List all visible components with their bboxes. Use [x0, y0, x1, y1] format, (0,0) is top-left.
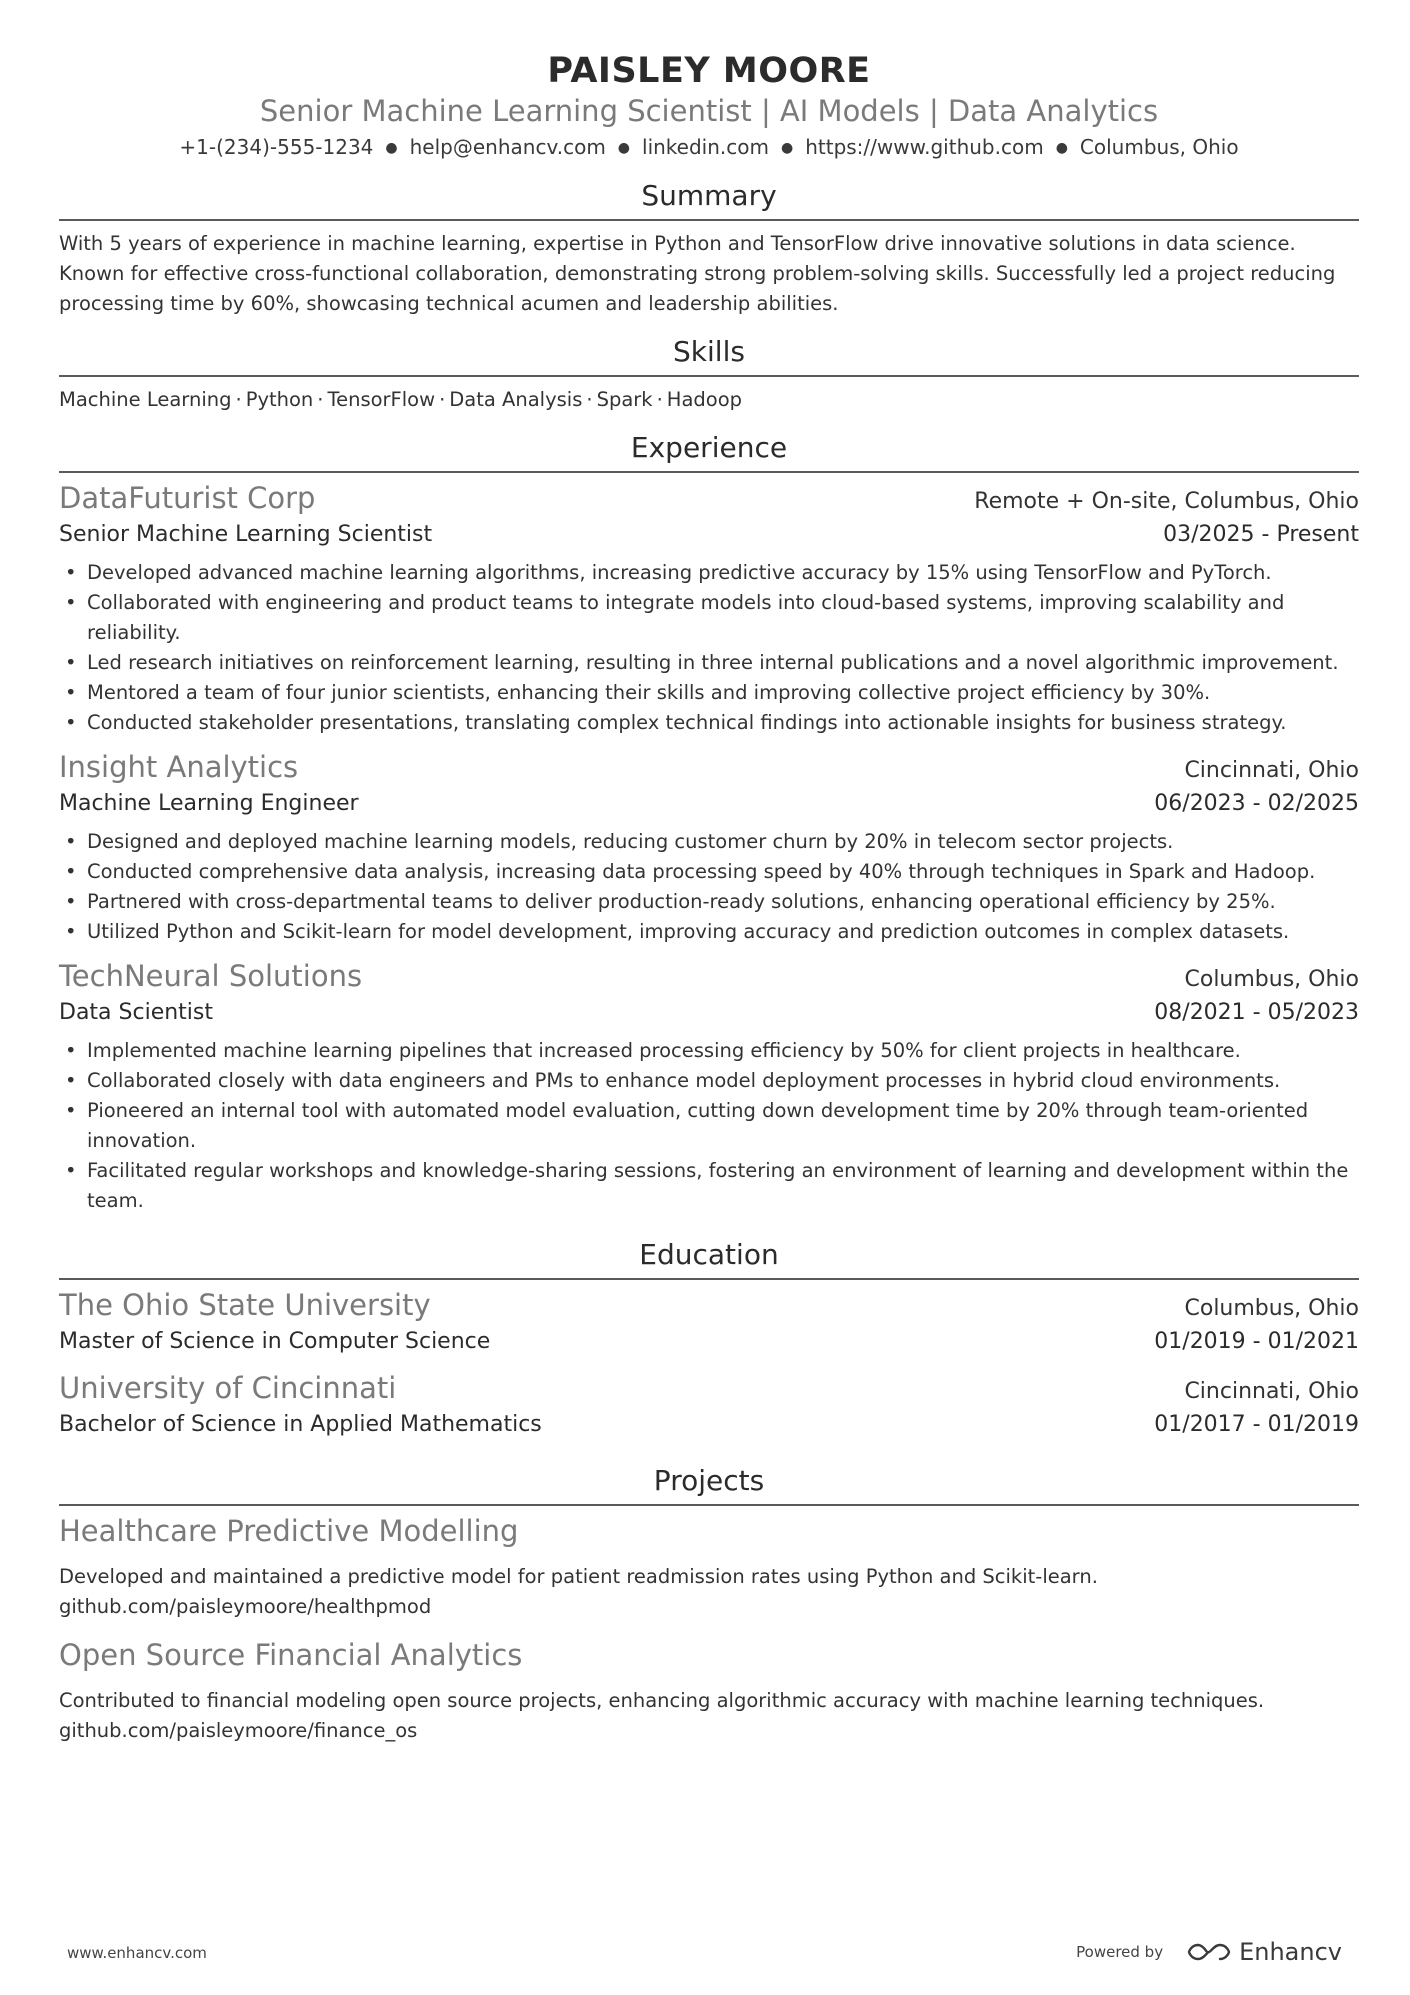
school-location: Cincinnati, Ohio — [1184, 1379, 1359, 1404]
contact-github[interactable]: https://www.github.com — [805, 135, 1044, 159]
footer-website[interactable]: www.enhancv.com — [67, 1944, 207, 1962]
bullet-item: • Utilized Python and Scikit-learn for model development, improving accuracy and prediction outcomes in complex datasets. — [65, 920, 1290, 943]
bullet-item: • Facilitated regular workshops and knowledge-sharing sessions, fostering an environment of learning and development within the team. — [65, 1159, 1349, 1212]
summary-section — [59, 177, 1359, 319]
bullet-item: • Collaborated with engineering and product teams to integrate models into cloud-based systems, improving scalability and reliability. — [65, 591, 1285, 644]
separator-dot: ● — [780, 140, 794, 156]
skill-item: Data Analysis — [449, 388, 583, 411]
section-title-skills: Skills — [673, 335, 745, 368]
job-title: Senior Machine Learning Scientist — [59, 522, 433, 547]
bullet-item: • Collaborated closely with data engineers and PMs to enhance model deployment processes in hybrid cloud environments. — [65, 1069, 1281, 1092]
skill-item: Spark — [596, 388, 653, 411]
bullet-item: • Developed advanced machine learning algorithms, increasing predictive accuracy by 15% using TensorFlow and PyTorch. — [65, 561, 1272, 584]
job-title: Machine Learning Engineer — [59, 791, 359, 816]
education-entry — [59, 1286, 1359, 1359]
skills-section — [59, 333, 1359, 415]
job-location: Remote + On-site, Columbus, Ohio — [974, 489, 1359, 514]
candidate-subtitle: Senior Machine Learning Scientist | AI Models | Data Analytics — [259, 94, 1159, 128]
section-divider — [59, 219, 1359, 221]
separator-dot: ● — [1055, 140, 1068, 156]
skill-separator: · — [235, 388, 242, 411]
section-title-education: Education — [639, 1238, 779, 1271]
project-title: Open Source Financial Analytics — [59, 1638, 523, 1672]
bullet-item: • Designed and deployed machine learning models, reducing customer churn by 20% in telecom sector projects. — [65, 830, 1174, 853]
project-link[interactable]: github.com/paisleymoore/finance_os — [59, 1719, 418, 1742]
project-link[interactable]: github.com/paisleymoore/healthpmod — [59, 1595, 432, 1618]
section-divider — [59, 471, 1359, 473]
skill-separator: · — [586, 388, 593, 411]
project-description: Developed and maintained a predictive model for patient readmission rates using Python and Scikit-learn. — [59, 1565, 1098, 1588]
enhancv-brand[interactable] — [1187, 1938, 1342, 1966]
skill-item: Python — [245, 388, 314, 411]
project-description: Contributed to financial modeling open source projects, enhancing algorithmic accuracy with machine learning techniques. — [59, 1689, 1265, 1712]
section-divider — [59, 1504, 1359, 1506]
company-name: Insight Analytics — [59, 750, 299, 784]
bullet-item: • Pioneered an internal tool with automated model evaluation, cutting down development time by 20% through team-oriented innovation. — [65, 1099, 1309, 1152]
experience-entry — [59, 479, 1359, 738]
powered-by-label: Powered by — [1076, 1943, 1164, 1961]
job-title: Data Scientist — [59, 1000, 213, 1025]
company-name: TechNeural Solutions — [59, 959, 363, 993]
skill-separator: · — [317, 388, 324, 411]
education-entry — [59, 1369, 1359, 1442]
project-entry — [59, 1512, 1359, 1622]
contact-location: Columbus, Ohio — [1079, 135, 1239, 159]
enhancv-logo-icon — [1187, 1941, 1231, 1963]
section-divider — [59, 1278, 1359, 1280]
experience-entry — [59, 748, 1359, 947]
section-title-experience: Experience — [630, 431, 788, 464]
skill-item: Machine Learning — [59, 388, 232, 411]
job-bullets — [59, 1036, 1359, 1216]
degree: Master of Science in Computer Science — [59, 1329, 491, 1354]
job-dates: 08/2021 - 05/2023 — [1154, 1000, 1359, 1025]
candidate-name: PAISLEY MOORE — [547, 51, 871, 91]
contact-phone[interactable]: +1-(234)-555-1234 — [179, 135, 374, 159]
bullet-item: • Led research initiatives on reinforcement learning, resulting in three internal publications and a novel algorithmic improvement. — [65, 651, 1339, 674]
page-footer — [0, 1936, 1410, 1976]
school-name: The Ohio State University — [59, 1288, 431, 1322]
job-dates: 06/2023 - 02/2025 — [1154, 791, 1359, 816]
job-dates: 03/2025 - Present — [1163, 522, 1359, 547]
bullet-item: • Conducted comprehensive data analysis, increasing data processing speed by 40% through techniques in Spark and Hadoop. — [65, 860, 1316, 883]
skills-list — [59, 385, 1359, 415]
resume-header — [59, 0, 1359, 163]
brand-name: Enhancv — [1239, 1938, 1342, 1966]
skill-separator: · — [656, 388, 663, 411]
project-title: Healthcare Predictive Modelling — [59, 1514, 519, 1548]
job-location: Columbus, Ohio — [1184, 967, 1359, 992]
section-title-summary: Summary — [641, 179, 777, 212]
job-bullets — [59, 827, 1359, 947]
contact-email[interactable]: help@enhancv.com — [409, 135, 606, 159]
experience-section — [59, 429, 1359, 1216]
education-section — [59, 1236, 1359, 1442]
job-location: Cincinnati, Ohio — [1184, 758, 1359, 783]
job-bullets — [59, 558, 1359, 738]
project-entry — [59, 1636, 1359, 1746]
section-title-projects: Projects — [653, 1464, 765, 1497]
degree: Bachelor of Science in Applied Mathematics — [59, 1412, 542, 1437]
section-divider — [59, 375, 1359, 377]
bullet-item: • Mentored a team of four junior scientists, enhancing their skills and improving collective project efficiency by 30%. — [65, 681, 1211, 704]
company-name: DataFuturist Corp — [59, 481, 316, 515]
school-name: University of Cincinnati — [59, 1371, 397, 1405]
separator-dot: ● — [617, 140, 631, 156]
bullet-item: • Partnered with cross-departmental teams to deliver production-ready solutions, enhancing operational efficiency by 25%. — [65, 890, 1276, 913]
contact-line — [59, 132, 1359, 163]
bullet-item: • Conducted stakeholder presentations, translating complex technical findings into actionable insights for business strategy. — [65, 711, 1287, 734]
skill-item: TensorFlow — [327, 388, 436, 411]
contact-linkedin[interactable]: linkedin.com — [642, 135, 769, 159]
projects-section — [59, 1462, 1359, 1746]
school-location: Columbus, Ohio — [1184, 1296, 1359, 1321]
skill-item: Hadoop — [666, 388, 743, 411]
summary-text: With 5 years of experience in machine learning, expertise in Python and TensorFlow drive innovative solutions in data science. Known for effective cross-functional collaboration, demonstrating strong problem-solving skills. Successfully led a project reducing processing time by 60%, showcasing technical acumen and leadership abilities. — [59, 232, 1336, 315]
resume-page — [59, 0, 1359, 1746]
skill-separator: · — [439, 388, 446, 411]
bullet-item: • Implemented machine learning pipelines that increased processing efficiency by 50% for client projects in healthcare. — [65, 1039, 1241, 1062]
experience-entry — [59, 957, 1359, 1216]
footer-branding — [1076, 1938, 1342, 1966]
separator-dot: ● — [385, 140, 398, 156]
education-dates: 01/2019 - 01/2021 — [1154, 1329, 1359, 1354]
education-dates: 01/2017 - 01/2019 — [1154, 1412, 1359, 1437]
